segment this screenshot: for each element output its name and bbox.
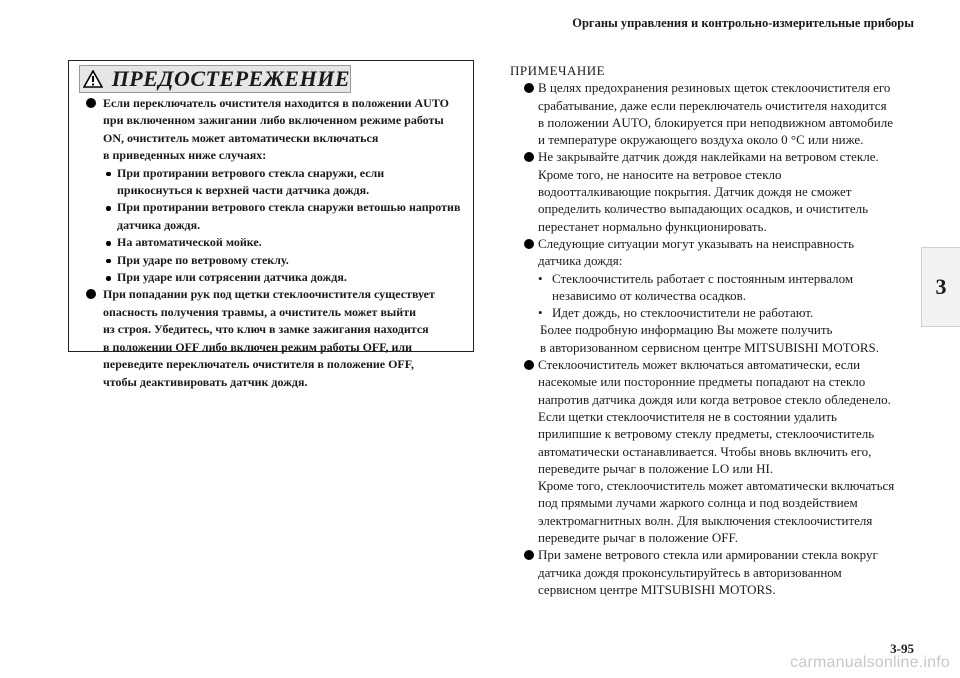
page-number: 3-95: [890, 641, 914, 656]
warning-subitem: [69, 234, 473, 251]
watermark: carmanualsonline.info: [790, 654, 950, 671]
text-line: при включенном зажигании либо включенном режиме работы: [103, 113, 444, 128]
text-line: Кроме того, не наносите на ветровое стекло: [538, 166, 782, 182]
text-line: напротив датчика дождя или когда ветровое стекло обледенело.: [538, 391, 891, 407]
text-line: датчика дождя.: [117, 217, 201, 232]
warning-subitem: [69, 269, 473, 286]
text-line: и температуре окружающего воздуха около 0 °C или ниже.: [538, 132, 864, 148]
text-line: под прямыми лучами жаркого солнца и под воздействием: [538, 495, 858, 511]
bullet-icon: [106, 172, 111, 177]
warning-subitem: [69, 252, 473, 269]
bullet-icon: [86, 98, 96, 108]
text-line: определить количество выпадающих осадков, и очиститель: [538, 201, 869, 217]
text-line: насекомые или посторонние предметы попадают на стекло: [538, 374, 866, 390]
bullet-icon: [524, 152, 534, 162]
chapter-tab: 3: [921, 247, 960, 327]
warning-triangle-icon: [80, 66, 106, 92]
text-line: Кроме того, стеклоочиститель может автоматически включаться: [538, 478, 895, 494]
bullet-icon: [106, 276, 111, 281]
text-line: из строя. Убедитесь, что ключ в замке зажигания находится: [103, 322, 429, 337]
text-line: При замене ветрового стекла или армировании стекла вокруг: [538, 547, 878, 563]
text-line: Не закрывайте датчик дождя наклейками на ветровом стекле.: [538, 149, 879, 165]
note-item-tail: [508, 321, 918, 356]
text-line: На автоматической мойке.: [117, 235, 262, 250]
bullet-icon: [524, 239, 534, 249]
text-line: ON, очиститель может автоматически включаться: [103, 130, 379, 145]
warning-header: [79, 65, 351, 93]
bullet-icon: [524, 83, 534, 93]
dot-icon: •: [538, 270, 543, 286]
text-line: переведите переключатель очистителя в положение OFF,: [103, 357, 414, 372]
bullet-icon: [524, 550, 534, 560]
bullet-icon: [106, 241, 111, 246]
page-header: Органы управления и контрольно-измерительные приборы: [572, 16, 914, 30]
text-line: прикоснуться к верхней части датчика дождя.: [117, 183, 370, 198]
text-line: независимо от количества осадков.: [552, 287, 747, 303]
text-line: автоматически останавливается. Чтобы вновь включить его,: [538, 443, 872, 459]
warning-body: [69, 95, 473, 391]
text-line: При ударе или сотрясении датчика дождя.: [117, 270, 347, 285]
bullet-icon: [106, 259, 111, 264]
text-line: При попадании рук под щетки стеклоочистителя существует: [103, 287, 435, 302]
text-line: В целях предохранения резиновых щеток стеклоочистителя его: [538, 80, 891, 96]
bullet-icon: [524, 360, 534, 370]
text-line: перестанет нормально функционировать.: [538, 218, 767, 234]
note-item: [508, 235, 918, 270]
note-subitem: [508, 304, 918, 321]
text-line: При ударе по ветровому стеклу.: [117, 252, 289, 267]
text-line: Стеклоочиститель может включаться автоматически, если: [538, 357, 861, 373]
note-item: [508, 79, 918, 148]
text-line: электромагнитных волн. Для выключения стеклоочистителя: [538, 512, 873, 528]
note-section: [508, 62, 918, 598]
text-line: в положении OFF либо включен режим работы OFF, или: [103, 339, 413, 354]
text-line: чтобы деактивировать датчик дождя.: [103, 374, 308, 389]
text-line: в положении AUTO, блокируется при неподвижном автомобиле: [538, 114, 893, 130]
text-line: опасность получения травмы, а очиститель может выйти: [103, 304, 417, 319]
text-line: При протирании ветрового стекла снаружи, если: [117, 165, 385, 180]
text-line: датчика дождя:: [538, 253, 623, 269]
text-line: переведите рычаг в положение LO или HI.: [538, 460, 774, 476]
note-item: [508, 148, 918, 234]
warning-item: [69, 286, 473, 390]
dot-icon: •: [538, 305, 543, 321]
text-line: срабатывание, даже если переключатель очистителя находится: [538, 97, 887, 113]
text-line: Следующие ситуации могут указывать на неисправность: [538, 235, 854, 251]
text-line: Идет дождь, но стеклоочистители не работают.: [552, 305, 814, 321]
text-line: Стеклоочиститель работает с постоянным интервалом: [552, 270, 854, 286]
text-line: прилипшие к ветровому стеклу предметы, стеклоочиститель: [538, 426, 875, 442]
bullet-icon: [106, 206, 111, 211]
warning-subitem: [69, 165, 473, 200]
text-line: в приведенных ниже случаях:: [103, 148, 267, 163]
text-line: датчика дождя проконсультируйтесь в авторизованном: [538, 564, 842, 580]
note-item: [508, 356, 918, 546]
warning-item: [69, 95, 473, 165]
text-line: водоотталкивающие покрытия. Датчик дождя не сможет: [538, 184, 852, 200]
warning-subitem: [69, 199, 473, 234]
text-line: Если переключатель очистителя находится в положении AUTO: [103, 96, 449, 110]
text-line: Более подробную информацию Вы можете получить: [540, 322, 833, 338]
text-line: При протирании ветрового стекла снаружи ветошью напротив: [117, 200, 461, 215]
note-subitem: [508, 270, 918, 305]
text-line: в авторизованном сервисном центре MITSUBISHI MOTORS.: [540, 339, 880, 355]
bullet-icon: [86, 289, 96, 299]
text-line: переведите рычаг в положение OFF.: [538, 530, 738, 546]
note-title: ПРИМЕЧАНИЕ: [510, 63, 606, 78]
text-line: Если щетки стеклоочистителя не в состоянии удалить: [538, 408, 837, 424]
note-item: [508, 546, 918, 598]
text-line: сервисном центре MITSUBISHI MOTORS.: [538, 581, 776, 597]
warning-title: ПРЕДОСТЕРЕЖЕНИЕ: [111, 66, 350, 91]
warning-box: [68, 60, 474, 389]
